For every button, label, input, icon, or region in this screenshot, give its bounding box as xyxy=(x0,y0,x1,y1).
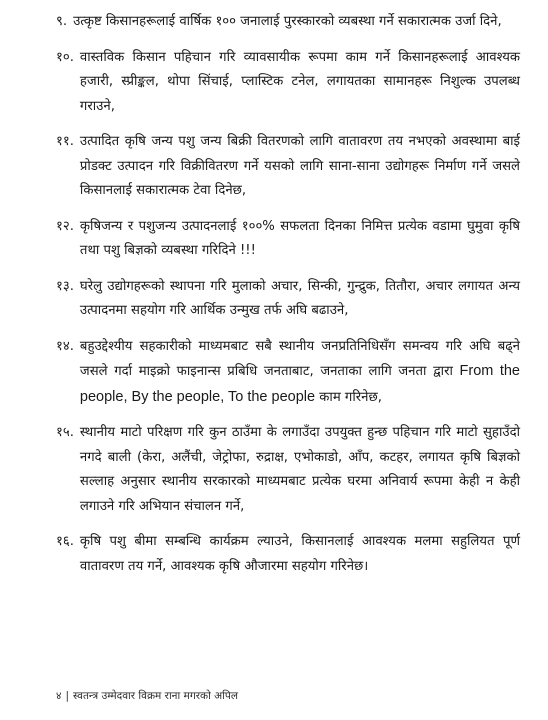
item-text: बहुउद्देश्यीय सहकारीको माध्यमबाट सबै स्थानीय जनप्रतिनिधिसँग समन्वय गरि अघि बढ्ने जसले गर्दा माइक्रो फाइनान्स प्रबिधि जनताबाट, जनताका लागि जनता द्वारा xyxy=(79,338,520,379)
item-number: ९. xyxy=(56,14,68,29)
footer-separator: | xyxy=(65,690,70,702)
list-item xyxy=(56,530,520,579)
list-item xyxy=(56,215,520,264)
item-number: १४. xyxy=(56,338,74,354)
item-number: १३. xyxy=(56,278,74,294)
item-text-group xyxy=(80,335,520,411)
item-number: १२. xyxy=(56,218,74,234)
english-slogan: From the people, By the people, To the people xyxy=(79,363,520,405)
item-number: १०. xyxy=(56,49,74,65)
page-number: ४ xyxy=(56,690,62,702)
item-text: उत्कृष्ट किसानहरूलाई वार्षिक १०० जनालाई पुरस्कारको व्यबस्था गर्ने सकारात्मक उर्जा दिने, xyxy=(73,14,502,29)
list-item xyxy=(56,421,520,519)
item-text: वास्तविक किसान पहिचान गरि व्यावसायीक रूपमा काम गर्ने किसानहरूलाई आवश्यक हजारी, स्प्रीङ्कल, थोपा सिंचाई, प्लास्टिक टनेल, लगायतका सामानहरू निशुल्क उपलब्ध गराउने, xyxy=(79,49,520,114)
list-item xyxy=(56,275,520,324)
manifesto-list xyxy=(56,10,520,590)
item-text: कृषि पशु बीमा सम्बन्धि कार्यक्रम ल्याउने, किसानलाई आवश्यक मलमा सहुलियत पूर्ण वातावरण तय गर्ने, आवश्यक कृषि औजारमा सहयोग गरिनेछ। xyxy=(79,534,520,574)
list-item xyxy=(56,46,520,120)
list-item xyxy=(56,130,520,204)
item-number: १५. xyxy=(56,425,74,440)
list-item xyxy=(56,335,520,411)
item-number: ११. xyxy=(56,134,74,149)
page-footer xyxy=(56,689,238,703)
list-item xyxy=(56,10,520,35)
item-text: उत्पादित कृषि जन्य पशु जन्य बिक्री वितरणको लागि वातावरण तय नभएको अवस्थामा बाई प्रोडक्ट उत्पादन गरि विक्रीवितरण गर्ने यसको लागि साना-साना उद्योगहरू निर्माण गर्ने जसले किसानलाई सकारात्मक टेवा दिनेछ, xyxy=(79,134,520,198)
footer-text: स्वतन्त्र उम्मेदवार विक्रम राना मगरको अपिल xyxy=(73,690,238,702)
item-text: कृषिजन्य र पशुजन्य उत्पादनलाई १००% सफलता दिनका निमित्त प्रत्येक वडामा घुमुवा कृषि तथा पशु बिज्ञको व्यबस्था गरिदिने !!! xyxy=(79,218,520,258)
item-text-suffix: काम गरिनेछ, xyxy=(319,389,382,405)
item-text: स्थानीय माटो परिक्षण गरि कुन ठाउँमा के लगाउँदा उपयुक्त हुन्छ पहिचान गरि माटो सुहाउँदो नगदे बाली (केरा, अलैंची, जेट्रोफा, रुद्राक्ष, एभोकाडो, आँप, कटहर, लगायत कृषि बिज्ञको सल्लाह अनुसार स्थानीय सरकारको माध्यमबाट प्रत्येक घरमा अनिवार्य रूपमा केही न केही लगाउने गरि अभियान संचालन गर्ने, xyxy=(79,425,520,514)
item-text: घरेलु उद्योगहरूको स्थापना गरि मुलाको अचार, सिन्की, गुन्द्रुक, तितौरा, अचार लगायत अन्य उत्पादनमा सहयोग गरि आर्थिक उन्मुख तर्फ अघि बढाउने, xyxy=(79,278,520,318)
item-number: १६. xyxy=(56,534,74,549)
